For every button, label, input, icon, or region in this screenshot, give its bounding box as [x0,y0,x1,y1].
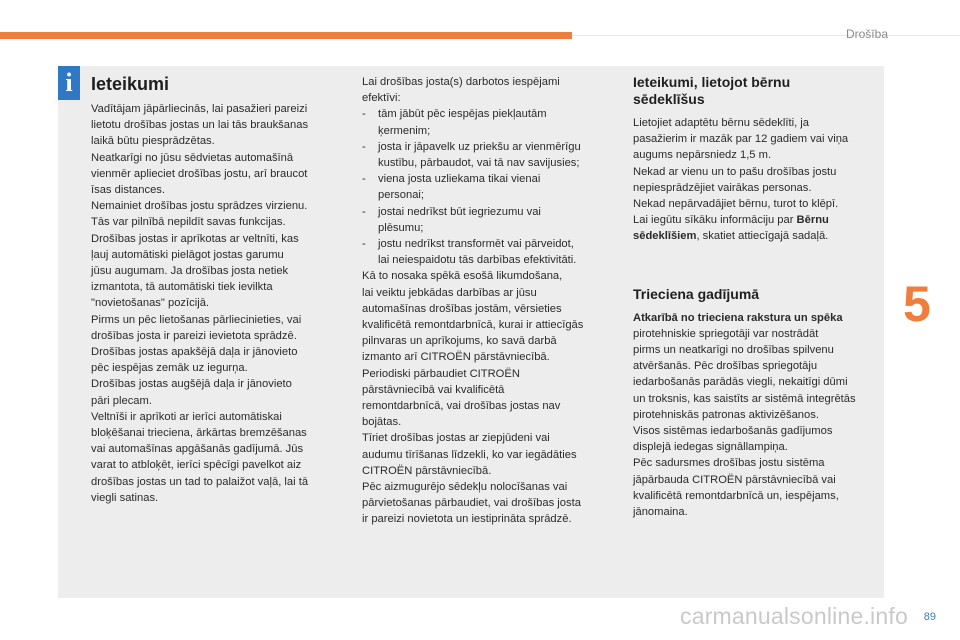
list-item [362,236,610,268]
seatbelt-conditions-list [362,106,610,268]
text-line: viegli satinas. [91,491,159,504]
list-item [362,171,610,203]
text-line: drošības josta ir pareizi ievietota sprādzē. [91,329,297,342]
list-item [362,204,610,236]
text-line: plēsumu; [378,221,424,234]
text-line: pasažierim ir mazāk par 12 gadiem vai viņa [633,133,849,146]
text-line: Nekad nepārvadājiet bērnu, turot to klēpī. [633,198,839,211]
child-seat-text [633,115,883,212]
text-line: viena josta uzliekama tikai vienai [378,173,541,186]
text-line: drošības jostas un tad to palaižot vaļā, lai tā [91,475,309,488]
text-line: kustību, pārbaudot, vai tā nav savijusies; [378,157,580,170]
header-accent-bar [0,32,572,39]
text-line: Neatkarīgi no jūsu sēdvietas automašīnā [91,151,294,164]
list-item-text [378,204,541,236]
text-line: Drošības jostas apakšējā daļa ir jānovieto [91,346,298,359]
text-line: Vadītājam jāpārliecinās, lai pasažieri pareizi [91,103,308,115]
dash-marker: - [362,173,366,186]
list-item-text [378,236,576,268]
text-line: Kā to nosaka spēkā esošā likumdošana, [362,270,563,283]
text-line: personai; [378,189,425,202]
text-line: Pirms un pēc lietošanas pārliecinieties, vai [91,313,302,326]
right-column [633,74,883,520]
text-line: Pēc aizmugurējo sēdekļu nolocīšanas vai [362,481,568,494]
text-line: pāri plecam. [91,394,152,407]
text-line: ķermenim; [378,124,431,137]
text-line: Tīriet drošības jostas ar ziepjūdeni vai [362,432,550,445]
text-line: pilnvaras un aprīkojums, ko savā darbā [362,335,557,348]
text-line: pirms un neatkarīgi no drošības spilvenu [633,344,834,357]
text-line: izmantota, tā automātiski tiek ievilkta [91,281,273,294]
child-seat-title: Ieteikumi, lietojot bērnu sēdeklīšus [633,74,791,107]
recommendations-column [91,74,337,506]
list-item [362,106,610,138]
list-item-text [378,171,540,203]
text-line: Nemainiet drošības jostu sprādzes virzienu. [91,200,308,213]
text-line: varat to atbloķēt, ierīci spēcīgi pavelkot aiz [91,459,302,472]
text-line: audumu tīrīšanas līdzekli, ko var iegādāties [362,448,577,461]
seatbelt-maintenance-text [362,268,610,527]
text-line: Lietojiet adaptētu bērnu sēdeklīti, ja [633,117,810,129]
text-line: laikā būtu piesprādzētas. [91,135,215,148]
text-line: ļauj automātiski pielāgot jostas garumu [91,248,284,261]
text-line: jostai nedrīkst būt iegriezumu vai [378,205,541,218]
dash-marker: - [362,140,366,153]
text-line: Drošības jostas ir aprīkotas ar veltnīti, kas [91,232,299,245]
text-line: vai automašīnas apgāšanās gadījumā. Jūs [91,443,304,456]
dash-marker: - [362,205,366,218]
seatbelt-usage-column [362,74,610,528]
text-line: jāpārbauda CITROËN pārstāvniecībā vai [633,473,836,486]
text-line: bloķēšanai trieciena, ārkārtas bremzēšanas [91,427,307,440]
text-line: vienmēr aplieciet drošības jostu, arī braucot [91,167,308,180]
text-line: lietotu drošības jostas un lai tās braukšanas [91,119,309,132]
text-line: Visos sistēmas iedarbošanās gadījumos [633,425,833,438]
text-line: augums nepārsniedz 1,5 m. [633,149,772,162]
recommendations-title: Ieteikumi [91,74,170,94]
child-seat-reference: Lai iegūtu sīkāku informāciju par Bērnu sēdeklīšiem, skatiet attiecīgajā sadaļā. [633,214,829,243]
text-line: un troksnis, kas saistīts ar sistēmā integrētās [633,392,856,405]
text-line: tām jābūt pēc iespējas piekļautām [378,108,547,121]
text-line: lai veiktu jebkādas darbības ar jūsu [362,286,537,299]
text-line: CITROËN pārstāvniecībā. [362,464,492,477]
text-line: Lai drošības josta(s) darbotos iespējami [362,76,560,88]
crash-title: Trieciena gadījumā [633,285,760,302]
text-line: pirotehniskās patronas aktivizēšanos. [633,408,819,421]
text-line: jostu nedrīkst transformēt vai pārveidot, [378,238,574,251]
text-line: remontdarbnīcā, vai drošības jostas nav [362,400,561,413]
crash-text [633,326,883,520]
text-line: izmanto arī CITROËN pārstāvniecībā. [362,351,550,364]
info-icon: i [58,66,80,100]
chapter-number: 5 [903,276,931,332]
text-line: jūsu augumam. Ja drošības josta netiek [91,265,289,278]
text-line: pārstāvniecībā vai kvalificētā [362,383,505,396]
text-line: josta ir jāpavelk uz priekšu ar vienmērīgu [378,140,581,153]
text-line: jānomaina. [633,506,688,519]
text-line: pārvietošanas pārbaudiet, vai drošības josta [362,497,581,510]
text-line: nepiesprādzējiet vairākas personas. [633,181,812,194]
text-line: lai neiespaidotu tās darbības efektivitāti. [378,254,577,267]
text-line: Veltnīši ir aprīkoti ar ierīci automātiskai [91,410,282,423]
dash-marker: - [362,238,366,251]
text-line: kvalificētā remontdarbnīcā un, iespējams, [633,489,839,502]
text-line: automašīnas drošības jostām, vērsieties [362,302,562,315]
header-rule [572,35,960,36]
text-line: Pēc sadursmes drošības jostu sistēma [633,457,825,470]
text-line: Nekad ar vienu un to pašu drošības jostu [633,165,837,178]
text-line: īsas distances. [91,184,165,197]
text-line: iedarbošanās parādās viegli, nekaitīgi dūmi [633,376,848,389]
crash-lead: Atkarībā no trieciena rakstura un spēka [633,311,843,324]
section-title: Drošība [845,27,888,41]
dash-marker: - [362,108,366,121]
recommendations-text [91,101,337,506]
text-line: ir pareizi novietota un iestiprināta sprādzē. [362,513,572,526]
list-item [362,139,610,171]
text-line: displejā iedegas signāllampiņa. [633,441,788,454]
text-line: pirotehniskie spriegotāji var nostrādāt [633,327,819,340]
list-item-text [378,106,547,138]
text-line: atvēršanās. Pēc drošības spriegotāju [633,360,818,373]
list-item-text [378,139,581,171]
seatbelt-intro [362,74,610,106]
child-seat-link: sēdeklīšiem [633,230,697,243]
text-line: pēc iespējas zemāk uz iegurņa. [91,362,248,375]
text-line: Drošības jostas augšējā daļa ir jānovieto [91,378,292,391]
watermark: carmanualsonline.info [680,603,908,629]
text-line: Periodiski pārbaudiet CITROËN [362,367,520,380]
page-number: 89 [923,611,936,623]
text-line: bojātas. [362,416,402,429]
text-line: kvalificētā remontdarbnīcā, kurai ir attiecīgās [362,319,584,332]
text-line: efektīvi: [362,92,401,105]
text-line: "novietošanas" pozīcijā. [91,297,210,310]
text-line: Tās var pilnībā nepildīt savas funkcijas. [91,216,286,229]
